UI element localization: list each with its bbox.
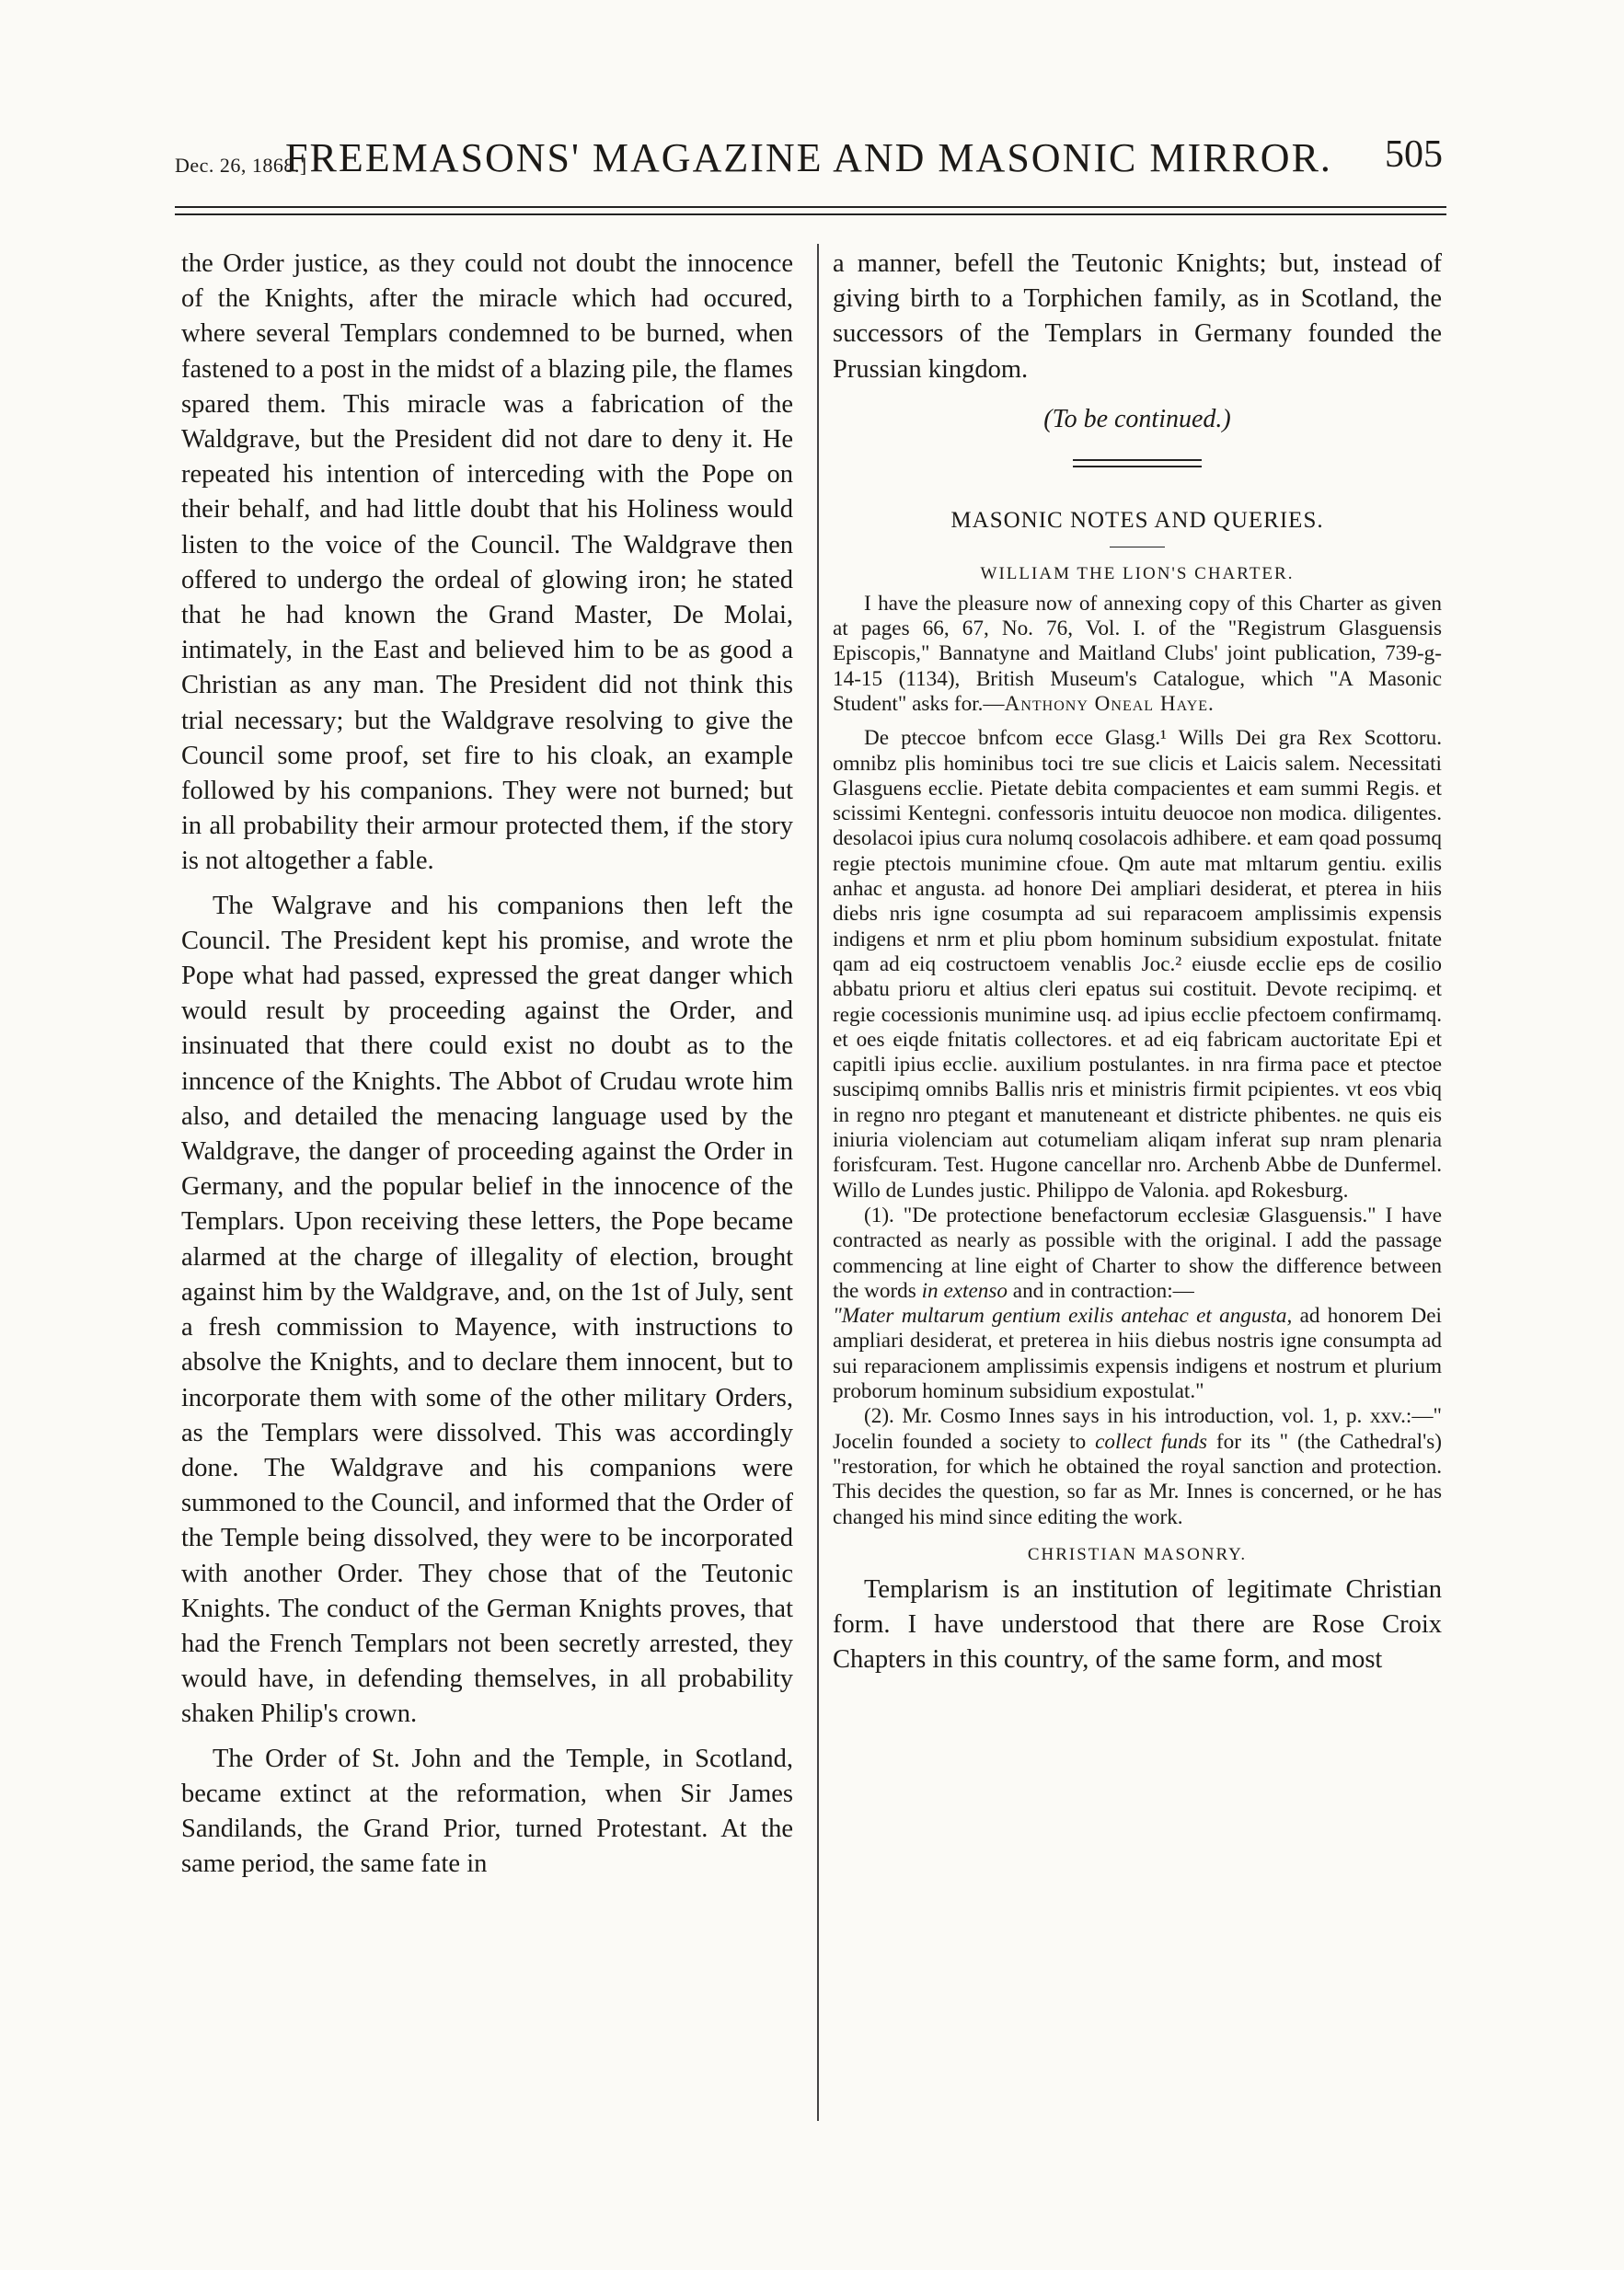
body-paragraph: the Order justice, as they could not doubt the innocence of the Knights, after the miracle which had occured, where several Templars condemned to be burned, when fastened to a post in the midst of a blazing pile, the flames spared them. This miracle was a fabrication of the Waldgrave, but the President did not dare to deny it. He repeated his intention of interceding with the Pope on their behalf, and had little doubt that his Holiness would listen to the voice of the Council. The Waldgrave then offered to undergo the ordeal of glowing iron; he stated that he had known the Grand Master, De Molai, intimately, in the East and believed him to be as good a Christian as any man. The President did not think this trial necessary; but the Waldgrave resolving to give the Council some proof, set fire to his cloak, an example followed by his companions. They were not burned; but in all probability their armour protected them, if the story is not altogether a fable. [181, 249, 793, 876]
charter-text: De pteccoe bnfcom ecce Glasg.¹ Wills Dei gra Rex Scottoru. omnibz plis hominibus toci tre sue clicis et Laicis salem. Necessitati Glasguens ecclie. Pietate debita compacientes et eam summi Regis. et scissimi Kentegni. confessoris intuitu deuocoe non modica. diligentes. desolacoi ipius cura nolumq cosolacois adhibere. et eam qoad possumq regie ptectois munimine cfoue. Qm aute mat mltarum gentiu. exilis anhac et angusta. ad honore Dei ampliari desiderat, et pterea in hiis diebs nris igne cosumpta ad sui reparacoem amplissimis expensis indigens et nrm et pliu pbom hominum subsidium expostulat. fnitate qam ad eiq costructoem venablis Joc.² eiusde ecclie eps de cosilio abbatu prioru et altius cleri epatus sui costituit. Devote recipimq. et regie cocessionis munimine usq. ad ipius ecclie pfectoem confirmamq. et oes eiqde fnitatis collectores. et ad eiq fabricam auctoritate Epi et capitli ipius ecclie. auxilium postulantes. in nra firma pace et ptectoe suscipimq omnibs Ballis nris et ministris firmit pcipientes. vt eos vbiq in regno nro ptegant et manuteneant et districte phibentes. ne quis eis iniuria violenciam aut cotumeliam aliqam inferat sup nram plenaria forisfcuram. Test. Hugone cancellar nro. Archenb Abbe de Dunfermel. Willo de Lundes justic. Philippo de Valonia. apd Rokesburg. [833, 726, 1442, 1203]
footnote-2: (2). Mr. Cosmo Innes says in his introduction, vol. 1, p. xxv.:—" Jocelin founded a society to collect funds for its " (the Cathedral's) "restoration, for which he obtained the royal sanction and protection. This decides the question, so far as Mr. Innes is concerned, or he has changed his mind since editing the work. [833, 1404, 1442, 1529]
header-rule-bottom [175, 213, 1446, 215]
magazine-title: FREEMASONS' MAGAZINE AND MASONIC MIRROR. [285, 135, 1332, 180]
section-separator [833, 459, 1442, 467]
body-paragraph: The Order of St. John and the Temple, in Scotland, became extinct at the reformation, when Sir James Sandilands, the Grand Prior, turned Protestant. At the same period, the same fate in [181, 1744, 793, 1879]
section-title: MASONIC NOTES AND QUERIES. [950, 507, 1324, 533]
christian-masonry-title: CHRISTIAN MASONRY. [1027, 1544, 1248, 1564]
christian-masonry-text: Templarism is an institution of legitimate Christian form. I have understood that there are Rose Croix Chapters in this country, of the same form, and most [833, 1574, 1442, 1675]
charter-title: WILLIAM THE LION'S CHARTER. [980, 563, 1295, 583]
left-column [181, 247, 793, 1882]
continuation-paragraph: a manner, befell the Teutonic Knights; but, instead of giving birth to a Torphichen family, as in Scotland, the successors of the Templars in Germany founded the Prussian kingdom. [833, 249, 1442, 384]
charter-intro: I have the pleasure now of annexing copy of this Charter as given at pages 66, 67, No. 76, Vol. I. of the "Registrum Glasguensis Episcopis," Bannatyne and Maitland Clubs' joint publication, 739-g-14-15 (1134), British Museum's Catalogue, which "A Masonic Student" asks for.—Anthony Oneal Haye. [833, 591, 1442, 716]
right-column [833, 247, 1442, 1677]
page-number: 505 [1385, 133, 1443, 176]
body-paragraph: The Walgrave and his companions then left the Council. The President kept his promise, and wrote the Pope what had passed, expressed the great danger which would result by proceeding against the Order, and insinuated that there could exist no doubt as to the inncence of the Knights. The Abbot of Crudau wrote him also, and detailed the menacing language used by the Waldgrave, the danger of proceeding against the Order in Germany, and the popular belief in the innocence of the Templars. Upon receiving these letters, the Pope became alarmed at the charge of illegality of election, brought against him by the Waldgrave, and, on the 1st of July, sent a fresh commission to Mayence, with instructions to absolve the Knights, and to declare them innocent, but to incorporate them with some of the other military Orders, as the Templars were dissolved. This was accordingly done. The Waldgrave and his companions were summoned to the Council, and informed that the Order of the Temple being dissolved, they were to be incorporated with another Order. They chose that of the Teutonic Knights. The conduct of the German Knights proves, that had the French Templars not been secretly arrested, they would have, in defending themselves, in all probability shaken Philip's crown. [181, 891, 793, 1729]
header-rule-top [175, 206, 1446, 208]
to-be-continued: (To be continued.) [1043, 404, 1231, 433]
page-header [0, 0, 1624, 230]
footnote-1: (1). "De protectione benefactorum ecclesiæ Glasguensis." I have contracted as nearly as possible with the original. I add the passage commencing at line eight of Charter to show the difference between the words in extenso and in contraction:— "Mater multarum gentium exilis antehac et angusta, ad honorem Dei ampliari desiderat, et preterea in hiis diebus nostris igne consumpta ad sui reparacionem amplissimis expensis indigens et nostrum et plurium proborum hominum subsidium expostulat." [833, 1203, 1442, 1404]
author-signature: Anthony Oneal Haye. [1004, 692, 1215, 716]
issue-date: Dec. 26, 1868.] [175, 154, 307, 177]
column-divider [817, 244, 819, 2121]
